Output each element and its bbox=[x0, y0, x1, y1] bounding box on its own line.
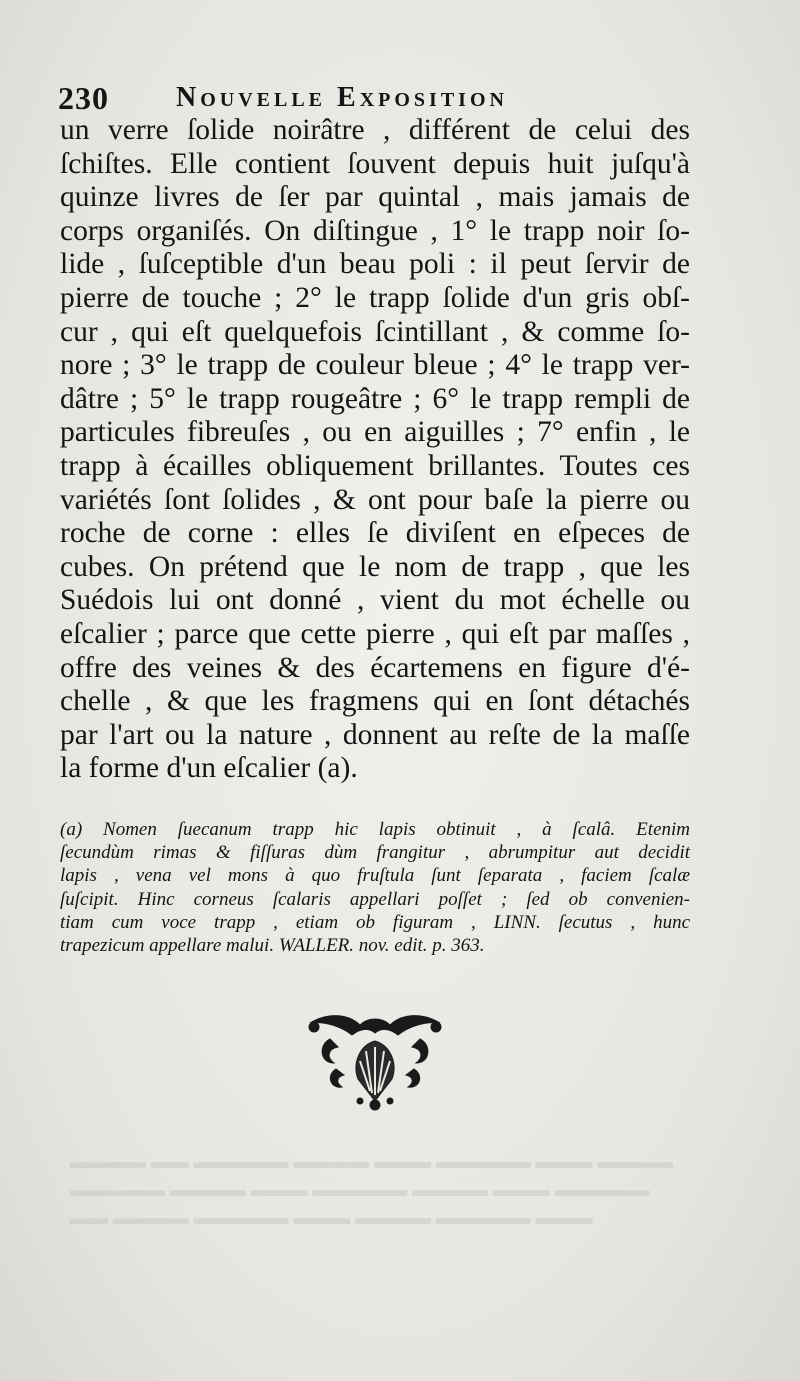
footnote-block bbox=[60, 818, 690, 957]
text-line: pierre de touche ; 2° le trapp ſolide d'un gris obſ- bbox=[60, 281, 690, 314]
main-text-block bbox=[60, 114, 690, 786]
text-line: variétés ſont ſolides , & ont pour baſe la pierre ou bbox=[60, 483, 690, 516]
text-line: roche de corne : elles ſe diviſent en eſpeces de bbox=[60, 517, 690, 550]
text-line: trapp à écailles obliquement brillantes. Toutes ces bbox=[60, 449, 690, 482]
text-line: un verre ſolide noirâtre , différent de celui des bbox=[60, 114, 690, 146]
text-line: offre des veines & des écartemens en figure d'é- bbox=[60, 651, 690, 684]
footnote-line: tiam cum voce trapp , etiam ob figuram , LINN. ſecutus , hunc bbox=[60, 911, 690, 933]
show-through-texture: ▬▬▬▬▬ ▬▬▬ ▬▬▬▬ ▬▬▬▬▬ ▬▬▬ ▬▬▬▬ ▬▬▬▬▬ bbox=[70, 1180, 650, 1201]
text-line: dâtre ; 5° le trapp rougeâtre ; 6° le trapp rempli de bbox=[60, 382, 690, 415]
text-line: lide , ſuſceptible d'un beau poli : il peut ſervir de bbox=[60, 248, 690, 281]
running-title: Nouvelle Exposition bbox=[176, 82, 508, 113]
text-line: eſcalier ; parce que cette pierre , qui eſt par maſſes , bbox=[60, 617, 690, 650]
footnote-line: ſecundùm rimas & fiſſuras dùm frangitur , abrumpitur aut decidit bbox=[60, 842, 690, 864]
footnote-line: lapis , vena vel mons à quo fruſtula ſunt ſeparata , faciem ſcalæ bbox=[60, 865, 690, 887]
text-line: nore ; 3° le trapp de couleur bleue ; 4° le trapp ver- bbox=[60, 349, 690, 382]
text-line: par l'art ou la nature , donnent au reſte de la maſſe bbox=[60, 718, 690, 751]
text-line: chelle , & que les fragmens qui en ſont détachés bbox=[60, 685, 690, 718]
text-line: ſchiſtes. Elle contient ſouvent depuis huit juſqu'à bbox=[60, 147, 690, 180]
text-line: la forme d'un eſcalier (a). bbox=[60, 752, 358, 785]
text-line: Suédois lui ont donné , vient du mot échelle ou bbox=[60, 584, 690, 617]
show-through-texture: ▬▬▬▬ ▬▬▬ ▬▬▬▬▬ ▬▬▬ ▬▬▬▬ ▬▬▬▬▬ ▬▬ ▬▬▬▬ bbox=[70, 1152, 674, 1173]
text-line: corps organiſés. On diſtingue , 1° le trapp noir ſo- bbox=[60, 214, 690, 247]
text-line: quinze livres de ſer par quintal , mais jamais de bbox=[60, 181, 690, 214]
show-through-texture: ▬▬▬ ▬▬▬▬▬ ▬▬▬▬ ▬▬▬ ▬▬▬▬▬ ▬▬▬▬ ▬▬ bbox=[70, 1208, 593, 1229]
footnote-line: (a) Nomen ſuecanum trapp hic lapis obtinuit , à ſcalâ. Etenim bbox=[60, 819, 690, 840]
footnote-line: trapezicum appellare malui. WALLER. nov. edit. p. 363. bbox=[60, 934, 485, 956]
text-line: cubes. On prétend que le nom de trapp , que les bbox=[60, 550, 690, 583]
text-line: cur , qui eſt quelquefois ſcintillant , & comme ſo- bbox=[60, 315, 690, 348]
page-number: 230 bbox=[58, 80, 109, 116]
fleuron-ornament-icon bbox=[300, 1005, 450, 1115]
text-line: particules fibreuſes , ou en aiguilles ; 7° enfin , le bbox=[60, 416, 690, 449]
footnote-line: ſuſcipit. Hinc corneus ſcalaris appellari poſſet ; ſed ob convenien- bbox=[60, 888, 690, 910]
